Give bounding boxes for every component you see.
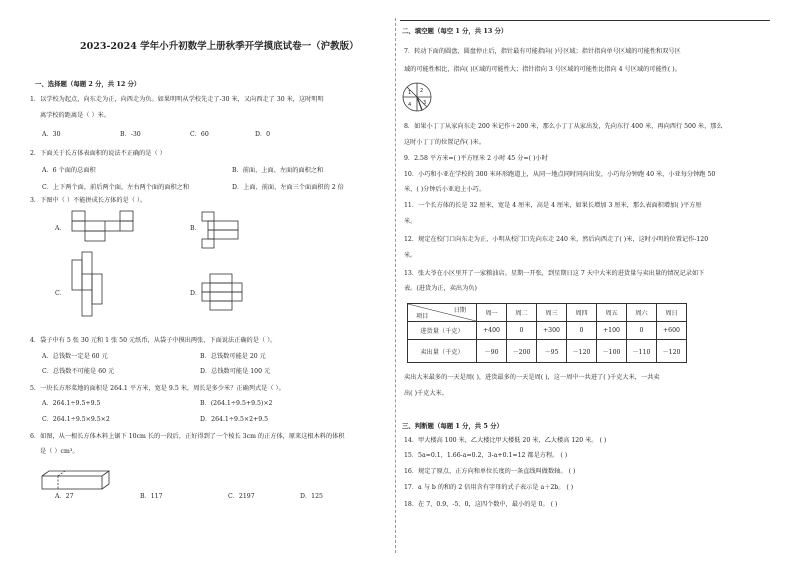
- question-14: 14．甲大楼高 100 米，乙大楼比甲大楼低 20 米，乙大楼高 120 米。 ( ): [404, 437, 607, 444]
- question-7: 7．转动下面的圆盘，圆盘停止后，指针最有可能指向( )号区域；指针指向单号区域的可能性和双号区: [404, 48, 681, 55]
- q1-option-b[interactable]: B．-30: [120, 131, 141, 138]
- spinner-number-4: 4: [408, 102, 412, 108]
- table-cell: －110: [627, 340, 657, 363]
- q4-option-d[interactable]: D．总钱数可能是 100 元: [200, 368, 271, 375]
- q3-option-d[interactable]: D．: [190, 290, 202, 297]
- table-corner-cell: [408, 304, 477, 322]
- question-13-cont: 表。(进货为正，卖出为负): [404, 285, 477, 292]
- q5-option-d[interactable]: D．264.1÷9.5×2+9.5: [200, 416, 269, 423]
- question-12: 12．规定在校门口向东走为正，小明从校门口先向东走 240 米，然后向西走了( )米，这时小明的位置记作-120: [404, 236, 709, 243]
- q6-option-c[interactable]: C．2197: [228, 493, 255, 500]
- q4-option-c[interactable]: C．总钱数不可能是 60 元: [42, 368, 115, 375]
- table-cell: －90: [477, 340, 507, 363]
- row-label-sold: 卖出量（千克）: [408, 340, 477, 363]
- q4-option-b[interactable]: B．总钱数可能是 20 元: [200, 353, 266, 360]
- question-4: 4．袋子中有 5 张 30 元和 1 张 50 元纸币，从袋子中摸出两张，下面说法正确的是（ ）。: [30, 337, 277, 344]
- table-cell: 0: [567, 322, 597, 340]
- question-9: 9．2.58 平方米=( )平方厘米 2 小时 45 分=( )小时: [404, 155, 548, 162]
- question-1-cont: 离学校的距离是（ ）米。: [40, 112, 111, 119]
- q5-option-c[interactable]: C．264.1÷9.5×9.5×2: [42, 416, 110, 423]
- q1-option-d[interactable]: D．0: [255, 131, 271, 138]
- q5-option-b[interactable]: B．(264.1÷9.5+9.5)×2: [200, 400, 273, 407]
- q6-option-b[interactable]: B．117: [140, 493, 163, 500]
- table-cell: +600: [657, 322, 687, 340]
- header-day: 周四: [567, 304, 597, 322]
- table-cell: －95: [537, 340, 567, 363]
- table-cell: +300: [537, 322, 567, 340]
- section-judge-heading: 三、判断题（每题 1 分，共 5 分）: [402, 422, 503, 430]
- question-8-cont: 这时小丁丁的位置记作( )米。: [404, 139, 486, 146]
- cube-net-d: [200, 272, 245, 312]
- q6-option-d[interactable]: D．125: [300, 493, 323, 500]
- table-cell: 0: [627, 322, 657, 340]
- q3-option-c[interactable]: C．: [55, 290, 66, 297]
- question-8: 8．如果小丁丁从家向东走 200 米记作＋200 米，那么小丁丁从家出发，先向东行 400 米，再向西行 500 米，那么: [404, 123, 723, 130]
- cube-net-c: [70, 250, 120, 320]
- question-13-answer-cont: 出( )千克大米。: [404, 390, 448, 397]
- question-7-cont: 域的可能性相比，指向( )区域的可能性大；指针指向 3 号区域的可能性比指向 4 号区域的可能性( )。: [404, 66, 681, 73]
- question-11: 11．一个长方体的长是 32 厘米，宽是 4 厘米，高是 4 厘米，如果长增加 3 厘米，那么表面积增加( )平方厘: [404, 202, 702, 209]
- top-rule: [400, 20, 770, 21]
- page-title: 2023-2024 学年小升初数学上册秋季开学摸底试卷一（沪教版）: [80, 41, 359, 52]
- spinner-number-1: 1: [408, 90, 412, 96]
- q2-option-b[interactable]: B．前面、上面、左面的面积之和: [232, 167, 324, 174]
- q2-option-a[interactable]: A．6 个面的总面积: [42, 167, 96, 174]
- spinner-disc-figure: [400, 80, 434, 114]
- table-header-row: [408, 304, 687, 322]
- question-5: 5．一块长方形菜地的面积是 264.1 平方米，宽是 9.5 米，周长是多少米？正确列式是（ ）。: [30, 385, 285, 392]
- header-day: 周六: [627, 304, 657, 322]
- q3-option-a[interactable]: A．: [55, 225, 66, 232]
- table-cell: －120: [657, 340, 687, 363]
- q2-option-c[interactable]: C．上下两个面，前后两个面，左右两个面的面积之和: [42, 184, 190, 191]
- header-day: 周一: [477, 304, 507, 322]
- q5-option-a[interactable]: A．264.1÷9.5+9.5: [42, 400, 101, 407]
- question-6: 6．如图，从一根长方体木料上锯下 10cm 长的一段后，正好得到了一个棱长 3cm 的正方体，原来这根木料的体积: [30, 433, 345, 440]
- header-day: 周日: [657, 304, 687, 322]
- question-10-cont: 米，( )分钟后小亚追上小巧。: [404, 186, 486, 193]
- question-16: 16．规定了原点、正方向和单位长度的一条直线叫做数轴。 ( ): [404, 468, 576, 475]
- table-cell: +400: [477, 322, 507, 340]
- table-row: [408, 340, 687, 363]
- header-day: 周五: [597, 304, 627, 322]
- table-cell: －200: [507, 340, 537, 363]
- q3-option-b[interactable]: B．: [190, 225, 201, 232]
- section-fill-heading: 二、填空题（每空 1 分，共 13 分）: [402, 27, 508, 35]
- spinner-number-2: 2: [420, 88, 424, 94]
- question-17: 17．a 与 b 的和的 2 倍用含有字母的式子表示是 a＋2b。 ( ): [404, 484, 574, 491]
- question-2: 2．下面关于长方体表面积的说法不正确的是（ ）: [30, 150, 166, 157]
- table-cell: －120: [567, 340, 597, 363]
- table-cell: 0: [507, 322, 537, 340]
- question-13: 13．张大爷在小区里开了一家粮油店。星期一开张，到星期日这 7 天中大米的进货量与卖出量的情况记录如下: [404, 270, 705, 277]
- question-10: 10．小巧和小亚在学校的 300 米环形跑道上，从同一地点同时同向出发，小巧每分钟跑 40 米，小亚每分钟跑 50: [404, 171, 716, 178]
- question-3: 3．下图中（ ）不能拼成长方体的是（ ）。: [30, 197, 147, 204]
- table-row: [408, 322, 687, 340]
- q1-option-c[interactable]: C．60: [190, 131, 209, 138]
- table-cell: －100: [597, 340, 627, 363]
- spinner-number-3: 3: [423, 100, 427, 106]
- cube-net-b: [200, 210, 240, 250]
- question-12-cont: 米。: [404, 252, 417, 259]
- corner-top-label: 日期: [453, 307, 466, 314]
- question-1: 1．以学校为起点，向东走为正，向西走为负。如果明明从学校先走了-30 米，又向西走了 30 米，这时明明: [30, 96, 324, 103]
- question-18: 18．在 7、0.9、-5、0，这四个数中，最小的是 0。 ( ): [404, 501, 558, 508]
- corner-bottom-label: 项目: [416, 313, 429, 320]
- section-choice-heading: 一、选择题（每题 2 分，共 12 分）: [35, 80, 141, 88]
- cuboid-figure: [40, 469, 120, 491]
- question-11-cont: 米。: [404, 218, 417, 225]
- table-cell: +100: [597, 322, 627, 340]
- row-label-stock-in: 进货量（千克）: [408, 322, 477, 340]
- rice-table: [407, 303, 687, 363]
- header-day: 周二: [507, 304, 537, 322]
- question-13-answer: 卖出大米最多的一天是周( )，进货最多的一天是周( )，这一周中一共进了( )千克大米，一共卖: [404, 374, 660, 381]
- question-6-cont: 是（ ）cm³。: [40, 448, 79, 455]
- header-day: 周三: [537, 304, 567, 322]
- q1-option-a[interactable]: A．30: [42, 131, 61, 138]
- cube-net-a: [70, 209, 140, 243]
- q4-option-a[interactable]: A．总钱数一定是 60 元: [42, 353, 108, 360]
- q6-option-a[interactable]: A．27: [55, 493, 74, 500]
- q2-option-d[interactable]: D．上面、前面、左面三个面面积的 2 倍: [232, 184, 344, 191]
- question-15: 15．5a=0.1，1.66-a=0.2，3-a+0.1=12 都是方程。 ( ): [404, 452, 568, 459]
- column-divider: [395, 18, 396, 553]
